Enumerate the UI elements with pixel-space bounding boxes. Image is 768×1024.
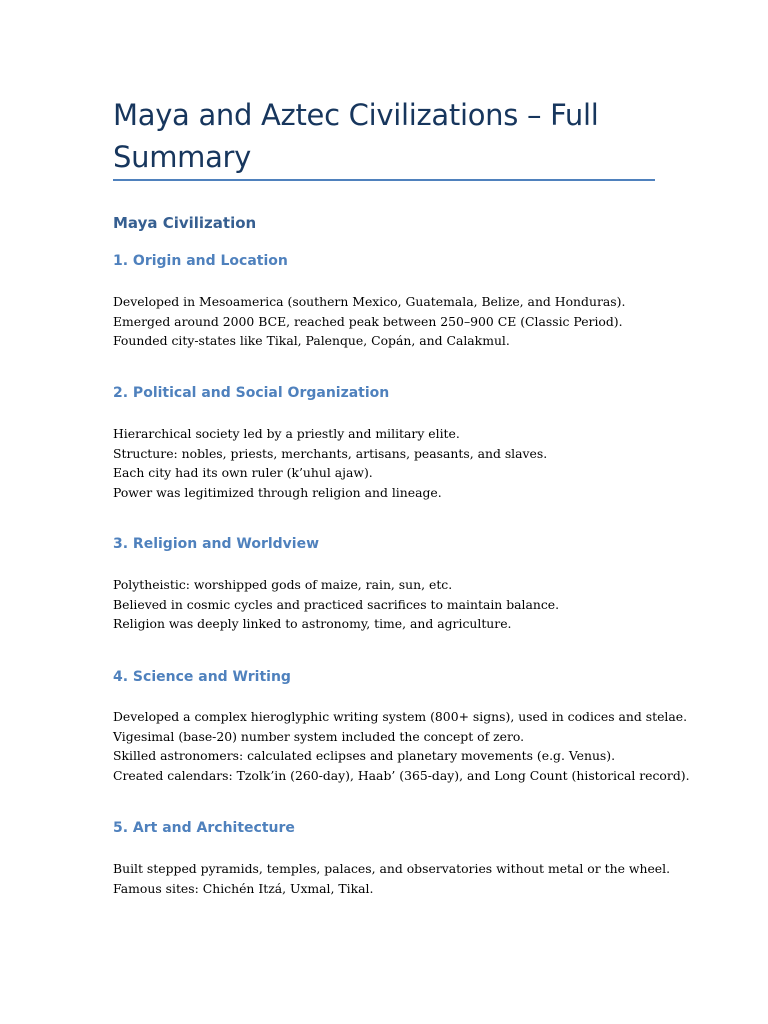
section-heading-origin: 1. Origin and Location (113, 253, 288, 269)
section-body-art (113, 859, 670, 898)
body-line: Structure: nobles, priests, merchants, artisans, peasants, and slaves. (113, 445, 548, 461)
body-line: Skilled astronomers: calculated eclipses and planetary movements (e.g. Venus). (113, 748, 616, 763)
section-heading-science: 4. Science and Writing (113, 669, 291, 685)
body-line: Religion was deeply linked to astronomy, time, and agriculture. (113, 616, 512, 631)
document-title: Maya and Aztec Civilizations – Full Summary (113, 98, 599, 174)
body-line: Vigesimal (base-20) number system included the concept of zero. (113, 728, 525, 744)
part-heading: Maya Civilization (113, 214, 257, 232)
section-heading-art: 5. Art and Architecture (113, 820, 295, 836)
body-line: Power was legitimized through religion and lineage. (113, 484, 442, 500)
section-heading-political: 2. Political and Social Organization (113, 385, 390, 401)
section-body-origin (113, 292, 625, 351)
title-divider (113, 179, 655, 181)
body-line: Each city had its own ruler (k’uhul ajaw). (113, 465, 373, 480)
body-line: Famous sites: Chichén Itzá, Uxmal, Tikal. (113, 880, 374, 896)
section-body-religion (113, 575, 559, 634)
body-line: Created calendars: Tzolk’in (260-day), Haab’ (365-day), and Long Count (historical record). (113, 767, 690, 783)
body-line: Built stepped pyramids, temples, palaces, and observatories without metal or the wheel. (113, 861, 671, 876)
body-line: Developed a complex hieroglyphic writing system (800+ signs), used in codices and stelae. (113, 709, 688, 724)
body-line: Emerged around 2000 BCE, reached peak between 250–900 CE (Classic Period). (113, 313, 623, 329)
section-body-political (113, 424, 547, 502)
section-body-science (113, 707, 690, 785)
body-line: Polytheistic: worshipped gods of maize, rain, sun, etc. (113, 577, 453, 592)
body-line: Believed in cosmic cycles and practiced sacrifices to maintain balance. (113, 596, 560, 612)
section-heading-religion: 3. Religion and Worldview (113, 536, 320, 552)
body-line: Developed in Mesoamerica (southern Mexico, Guatemala, Belize, and Honduras). (113, 294, 626, 309)
body-line: Hierarchical society led by a priestly and military elite. (113, 426, 460, 441)
body-line: Founded city-states like Tikal, Palenque, Copán, and Calakmul. (113, 333, 510, 348)
